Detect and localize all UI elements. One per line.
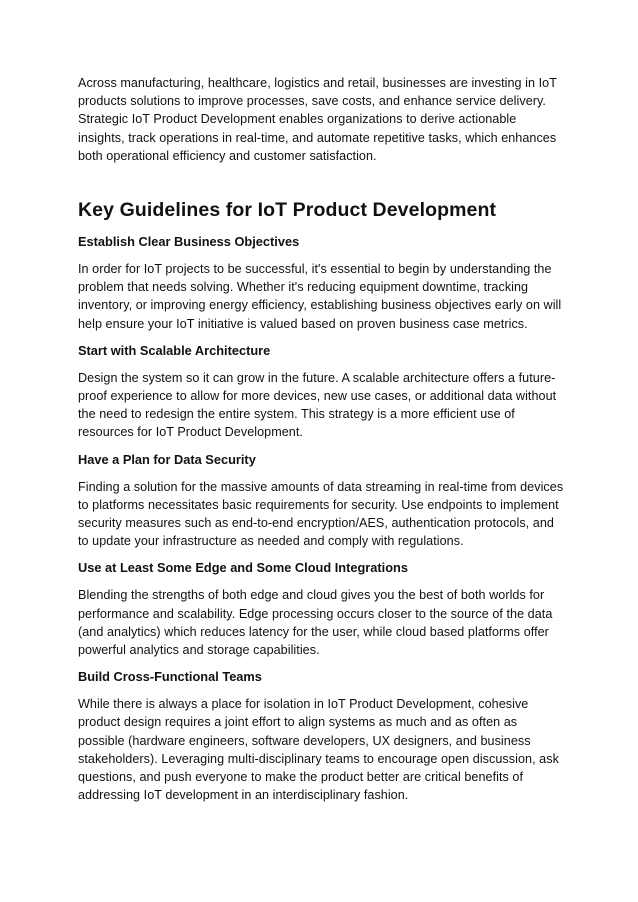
section-title: Have a Plan for Data Security xyxy=(78,451,256,467)
section-data-security xyxy=(78,451,564,551)
section-cross-functional-teams xyxy=(78,668,564,804)
section-body: Finding a solution for the massive amounts of data streaming in real-time from devices to platforms necessitates basic requirements for security. Use endpoints to implement security measures such as end-to-end encryption/AES, authentication protocols, and to update your infrastructure as needed and comply with regulations. xyxy=(78,479,564,549)
section-scalable-architecture xyxy=(78,342,564,442)
section-title: Start with Scalable Architecture xyxy=(78,342,271,358)
section-title: Establish Clear Business Objectives xyxy=(78,234,300,250)
section-title: Build Cross-Functional Teams xyxy=(78,669,262,685)
intro-paragraph: Across manufacturing, healthcare, logistics and retail, businesses are investing in IoT products solutions to improve processes, save costs, and enhance service delivery. Strategic IoT Product Development enables organizations to derive actionable insights, track operations in real-time, and automate repetitive tasks, which enhances both operational efficiency and customer satisfaction. xyxy=(78,76,557,163)
section-business-objectives xyxy=(78,233,564,333)
section-body: While there is always a place for isolation in IoT Product Development, cohesive product design requires a joint effort to align systems as much and as often as possible (hardware engineers, software developers, UX designers, and business stakeholders). Leveraging multi-disciplinary teams to encourage open discussion, ask questions, and push everyone to make the product better are critical benefits of addressing IoT development in an interdisciplinary fashion. xyxy=(78,697,559,803)
section-body: Blending the strengths of both edge and cloud gives you the best of both worlds for performance and scalability. Edge processing occurs closer to the source of the data (and analytics) which reduces latency for the user, while cloud based platforms offer powerful analytics and storage capabilities. xyxy=(78,588,553,658)
section-edge-cloud xyxy=(78,559,564,659)
section-title: Use at Least Some Edge and Some Cloud Integrations xyxy=(78,560,408,576)
section-body: Design the system so it can grow in the future. A scalable architecture offers a future-proof experience to allow for more devices, new use cases, or additional data without the need to redesign the entire system. This strategy is a more efficient use of resources for IoT Product Development. xyxy=(78,370,557,440)
section-body: In order for IoT projects to be successful, it's essential to begin by understanding the problem that needs solving. Whether it's reducing equipment downtime, tracking inventory, or improving energy efficiency, establishing business objectives early on will help ensure your IoT initiative is valued based on proven business case metrics. xyxy=(78,262,562,331)
document-page xyxy=(78,74,564,813)
page-title: Key Guidelines for IoT Product Development xyxy=(78,199,497,222)
